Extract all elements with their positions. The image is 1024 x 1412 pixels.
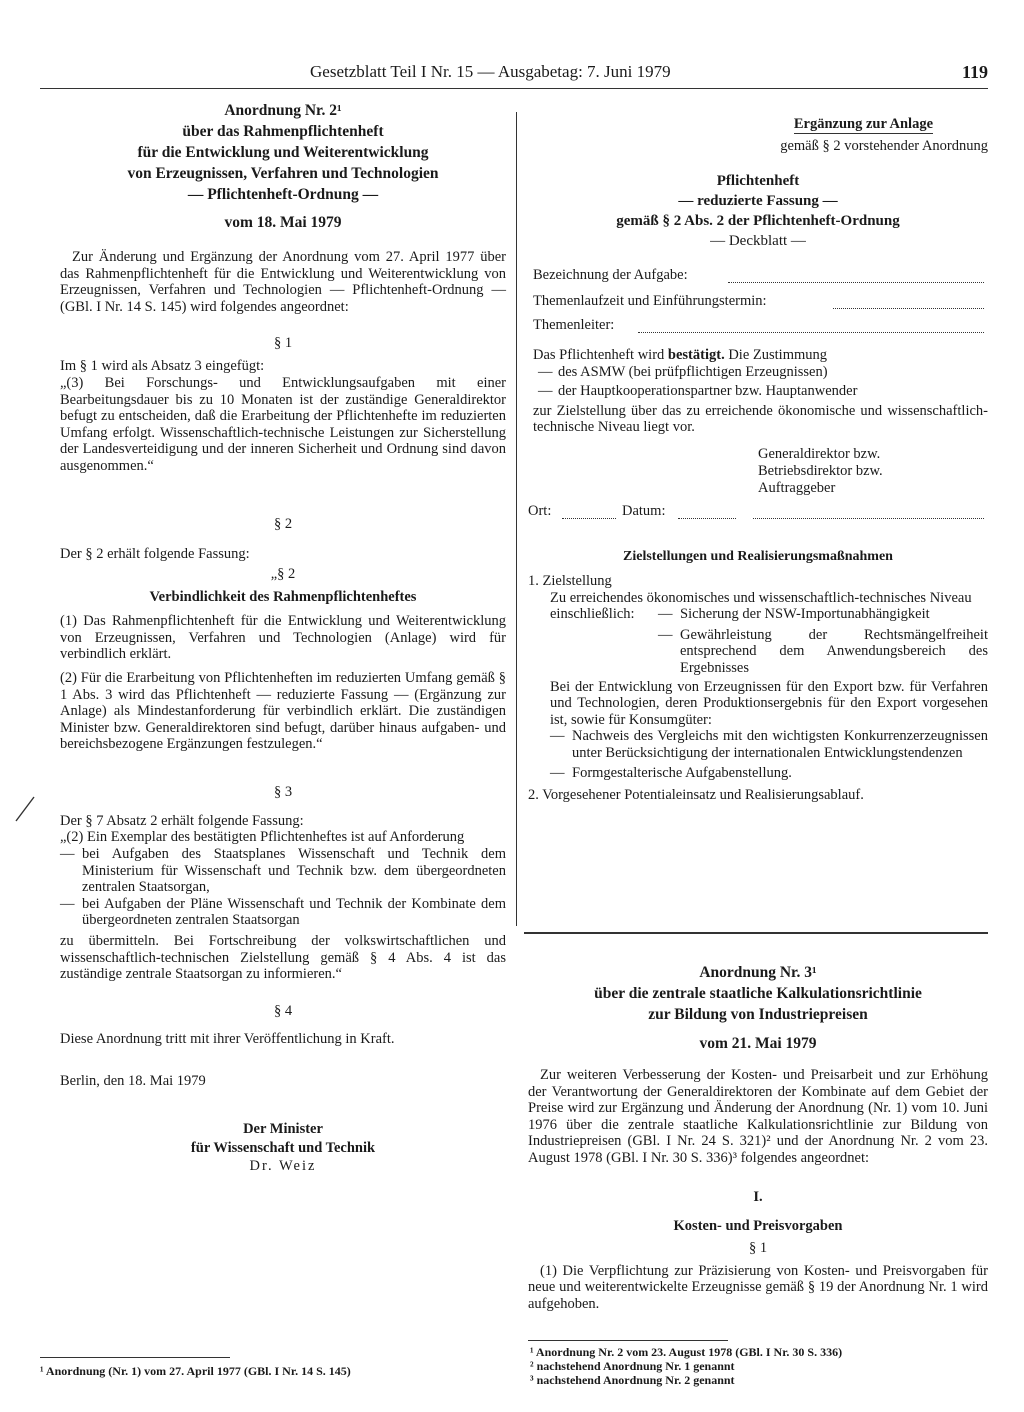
ort-line: [562, 518, 616, 519]
part-number: I.: [753, 1188, 763, 1205]
deckblatt-title: [528, 171, 988, 231]
ordinance-3-block: [528, 962, 988, 1312]
title-line: über die zentrale staatliche Kalkulationsrichtlinie: [594, 985, 922, 1002]
form-label: Bezeichnung der Aufgabe:: [533, 267, 688, 283]
deckblatt-line: Pflichtenheft: [716, 173, 800, 189]
datum-line: [678, 518, 736, 519]
confirmed-word: bestätigt.: [667, 347, 725, 363]
annex-heading-block: [528, 115, 988, 134]
confirmation-line: Das Pflichtenheft wird bestätigt. Die Zustimmung: [533, 347, 828, 363]
footnotes: [530, 1345, 990, 1387]
export-text: Bei der Entwicklung von Erzeugnissen für den Export bzw. für Verfahren und Technologien, deren Produktionsergebnis für den Export vorgesehen ist, sowie für Konsumgüter:: [550, 678, 988, 728]
deckblatt-line: gemäß § 2 Abs. 2 der Pflichtenheft-Ordnung: [616, 213, 900, 229]
section-1-text: „(3) Bei Forschungs- und Entwicklungsaufgaben mit einer Bearbeitungsdauer bis zu 10 Monaten ist der zuständige Generaldirektor befugt zu entscheiden, daß die Erarbeitung der Pflichtenhefte im reduzierten Umfang erfolgt. Wissenschaftlich-technische Leistungen zur Sicherstellung der Landesverteidigung und der inneren Sicherheit und Ordnung sind davon ausgenommen.“: [60, 374, 506, 474]
ort-label: Ort:: [528, 502, 552, 519]
footnote: ³ nachstehend Anordnung Nr. 2 genannt: [530, 1373, 735, 1387]
signer-ministry: für Wissenschaft und Technik: [190, 1140, 376, 1156]
part-heading: Kosten- und Preisvorgaben: [673, 1217, 843, 1234]
form-field-duration: [528, 293, 988, 315]
annex-title: Ergänzung zur Anlage: [793, 116, 933, 132]
form-field-leader: [528, 317, 988, 339]
ordinance-3-section-1: (1) Die Verpflichtung zur Präzisierung von Kosten- und Preisvorgaben für neue und weiterentwickelte Erzeugnisse gemäß § 19 der Anordnung Nr. 1 wird aufgehoben.: [528, 1262, 988, 1312]
section-heading: § 1: [748, 1239, 768, 1256]
right-column: [528, 115, 988, 804]
list-item: — der Hauptkooperationspartner bzw. Hauptanwender: [538, 383, 858, 400]
footnote-rule: [40, 1357, 230, 1358]
signer-title: Der Minister: [243, 1121, 323, 1137]
section-2-lead: Der § 2 erhält folgende Fassung:: [60, 545, 250, 562]
deckblatt-label: — Deckblatt —: [710, 233, 806, 249]
goals-heading: Zielstellungen und Realisierungsmaßnahmen: [623, 548, 893, 564]
section-1-lead: Im § 1 wird als Absatz 3 eingefügt:: [60, 358, 265, 375]
title-line: Anordnung Nr. 3¹: [699, 964, 817, 981]
section-2-paragraph-2: (2) Für die Erarbeitung von Pflichtenheften im reduzierten Umfang gemäß § 1 Abs. 3 wird das Pflichtenheft — reduzierte Fassung — (Ergänzung zur Anlage) als Mindestanforderung für verbindlich erklärt. Die zuständigen Minister bzw. Generaldirektoren sind befugt, darüber hinaus aufgaben- und bereichsbezogene Ergänzungen festzulegen.“: [60, 669, 506, 753]
ordinance-3-intro: Zur weiteren Verbesserung der Kosten- und Preisarbeit und zur Erhöhung der Verantwortung der Generaldirektoren der Kombinate auf dem Gebiet der Preise wird zur Ergänzung und Änderung der Anordnung (Nr. 1) vom 10. Juni 1976 über die zentrale staatliche Kalkulationsrichtlinie zur Bildung von Industriepreisen (GBl. I Nr. 24 S. 321)² und der Anordnung Nr. 2 vom 23. August 1978 (GBl. I Nr. 30 S. 336)³ folgendes angeordnet:: [528, 1067, 988, 1166]
section-rule: [524, 932, 988, 934]
place-and-date: Berlin, den 18. Mai 1979: [60, 1073, 206, 1090]
section-3-paragraph: „(2) Ein Exemplar des bestätigten Pflichtenheftes ist auf Anforderung: [60, 829, 465, 846]
section-3-lead: Der § 7 Absatz 2 erhält folgende Fassung:: [60, 812, 304, 829]
datum-label: Datum:: [622, 502, 666, 519]
footnote: ¹ Anordnung (Nr. 1) vom 27. April 1977 (GBl. I Nr. 14 S. 145): [40, 1364, 351, 1378]
section-heading: § 4: [273, 1002, 293, 1019]
form-line: [833, 308, 984, 309]
signer-roles: [758, 446, 988, 497]
section-heading: § 2: [273, 515, 293, 532]
footnote-rule: [528, 1340, 728, 1341]
title-line: — Pflichtenheft-Ordnung —: [187, 186, 379, 203]
margin-pencil-mark: [14, 795, 36, 823]
inclusion-label: einschließlich:: [550, 606, 635, 623]
title-line: für die Entwicklung und Weiterentwicklung: [137, 144, 429, 161]
title-line: über das Rahmenpflichtenheft: [182, 123, 384, 140]
list-item: — Formgestalterische Aufgabenstellung.: [550, 764, 792, 781]
goal-item-2: 2. Vorgesehener Potentialeinsatz und Realisierungsablauf.: [528, 787, 864, 804]
ordinance-3-title: [528, 962, 988, 1025]
annex-subtitle: gemäß § 2 vorstehender Anordnung: [780, 138, 988, 154]
column-divider: [516, 112, 517, 926]
list-item: — Nachweis des Vergleichs mit den wichtigsten Konkurrenzerzeugnissen unter Berücksichtigung der internationalen Entwicklungstendenzen: [550, 728, 988, 761]
form-field-task: [528, 267, 988, 289]
signature-block: [60, 1120, 506, 1158]
inclusion-block: [528, 606, 988, 676]
ordinance-2-date: vom 18. Mai 1979: [224, 214, 342, 231]
form-label: Themenleiter:: [533, 317, 615, 333]
quoted-section-heading: „§ 2: [270, 566, 296, 583]
signer-role: Betriebsdirektor bzw.: [758, 462, 883, 479]
form-line: [638, 332, 984, 333]
goal-item-1-text: Zu erreichendes ökonomisches und wissenschaftlich-technisches Niveau: [550, 589, 972, 606]
title-line: von Erzeugnissen, Verfahren und Technologien: [127, 165, 439, 182]
deckblatt-line: — reduzierte Fassung —: [678, 193, 838, 209]
footnote: ¹ Anordnung Nr. 2 vom 23. August 1978 (GBl. I Nr. 30 S. 336): [530, 1345, 843, 1359]
section-heading: § 3: [273, 783, 293, 800]
signer-role: Auftraggeber: [758, 479, 836, 496]
header-title: Gesetzblatt Teil I Nr. 15 — Ausgabetag: 7. Juni 1979: [310, 62, 671, 81]
list-item: — des ASMW (bei prüfpflichtigen Erzeugnissen): [538, 363, 828, 380]
signature-line: [753, 518, 984, 519]
list-item: — Sicherung der NSW-Importunabhängigkeit: [658, 606, 930, 623]
place-date-row: [528, 503, 988, 525]
page-number: 119: [961, 62, 988, 82]
section-4-text: Diese Anordnung tritt mit ihrer Veröffentlichung in Kraft.: [60, 1030, 395, 1047]
section-2-subheading: Verbindlichkeit des Rahmenpflichtenheftes: [149, 589, 417, 606]
signer-role: Generaldirektor bzw.: [758, 445, 881, 462]
signer-name: Dr. Weiz: [249, 1158, 317, 1174]
section-3-tail: zu übermitteln. Bei Fortschreibung der volkswirtschaftlichen und wissenschaftlich-technischen Zielstellung gemäß § 4 Abs. 4 ist das zuständige zentrale Staatsorgan zu informieren.“: [60, 933, 506, 983]
left-column: [60, 100, 506, 1175]
list-item: — bei Aufgaben des Staatsplanes Wissenschaft und Technik dem Ministerium für Wissenschaft und Technik bzw. dem übergeordneten zentralen Staatsorgan,: [60, 846, 506, 896]
footnote: ² nachstehend Anordnung Nr. 1 genannt: [530, 1359, 735, 1373]
ordinance-3-date: vom 21. Mai 1979: [699, 1035, 817, 1052]
section-heading: § 1: [273, 335, 293, 352]
form-line: [728, 282, 984, 283]
confirmation-text: zur Zielstellung über das zu erreichende ökonomische und wissenschaftlich-technische Niveau liegt vor.: [533, 402, 988, 436]
intro-paragraph: Zur Änderung und Ergänzung der Anordnung vom 27. April 1977 über das Rahmenpflichtenheft für die Entwicklung und Weiterentwicklung von Erzeugnissen, Verfahren und Technologien — Pflichtenheft-Ordnung — (GBl. I Nr. 14 S. 145) wird folgendes angeordnet:: [60, 249, 506, 315]
title-line: Anordnung Nr. 2¹: [224, 102, 342, 119]
ordinance-2-title: [46, 100, 520, 205]
list-item: — bei Aufgaben der Pläne Wissenschaft und Technik der Kombinate dem übergeordneten zentralen Staatsorgan: [60, 895, 506, 929]
title-line: zur Bildung von Industriepreisen: [648, 1006, 868, 1023]
cover-form: [528, 267, 988, 339]
list-item: — Gewährleistung der Rechtsmängelfreiheit entsprechend dem Anwendungsbereich des Ergebnisses: [658, 626, 988, 676]
section-2-paragraph-1: (1) Das Rahmenpflichtenheft für die Entwicklung und Weiterentwicklung von Erzeugnissen, Verfahren und Technologien (Anlage) wird für verbindlich erklärt.: [60, 613, 506, 663]
goal-item-1: 1. Zielstellung: [528, 572, 612, 589]
form-label: Themenlaufzeit und Einführungstermin:: [533, 293, 767, 309]
page-header: [40, 62, 988, 89]
